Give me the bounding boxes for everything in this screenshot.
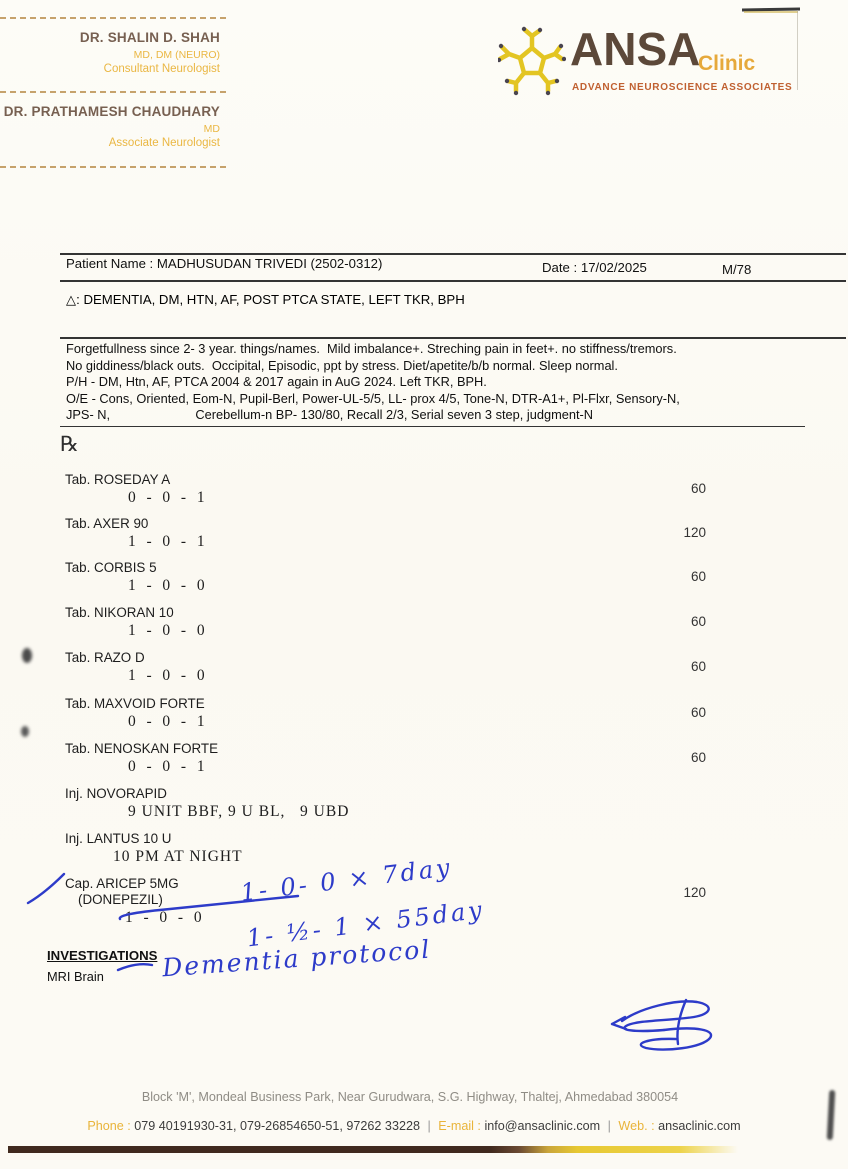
prescription-row [0,741,848,781]
prescription-row [0,696,848,736]
dashed-separator [0,91,226,93]
rx-symbol: ℞ [60,432,79,456]
prescription-row [0,786,848,826]
email-label: E-mail : [438,1119,481,1133]
medication-quantity: 120 [683,885,706,900]
medication-dose: 10 PM AT NIGHT [113,848,243,865]
doctor-degree: MD [203,122,220,135]
medication-dose: 1 - 0 - 1 [128,533,206,550]
note-line: O/E - Cons, Oriented, Eom-N, Pupil-Berl, Power-UL-5/5, LL- prox 4/5, Tone-N, DTR-A1+, Pl-Flxr, Sensory-N, [66,390,680,406]
doctor-title: Associate Neurologist [108,137,220,149]
patient-name-row [66,256,382,271]
investigations-heading: INVESTIGATIONS [47,948,158,963]
prescription-row [0,560,848,600]
prescription-row [0,605,848,645]
scan-artifact-top-yellow [744,11,798,13]
medication-dose: 1 - 0 - 0 [128,667,206,684]
medication-dose: 1 - 0 - 0 [128,577,206,594]
diagnosis-line: △: DEMENTIA, DM, HTN, AF, POST PTCA STATE, LEFT TKR, BPH [66,292,465,307]
medication-quantity: 60 [690,614,706,629]
patient-name-value: MADHUSUDAN TRIVEDI (2502-0312) [156,256,383,271]
medication-name: Tab. AXER 90 [65,516,149,531]
medication-quantity: 60 [690,750,706,765]
pen-dash [118,964,152,970]
note-line: No giddiness/black outs. Occipital, Episodic, ppt by stress. Diet/apetite/b/b normal. Sleep normal. [66,357,618,373]
logo-tagline: ADVANCE NEUROSCIENCE ASSOCIATES [572,82,793,93]
web-value: ansaclinic.com [658,1119,741,1133]
visit-date [542,260,647,275]
separator: | [607,1119,611,1133]
medication-name: Inj. LANTUS 10 U [65,831,172,846]
neuron-icon [498,26,566,98]
date-value: 17/02/2025 [580,260,647,275]
medication-dose: 0 - 0 - 1 [128,758,206,775]
handwritten-dose-note-1: 1- 0- 0 × 7day [239,853,455,907]
signature-scribble [612,1000,711,1050]
note-line: Forgetfullness since 2- 3 year. things/names. Mild imbalance+. Streching pain in feet+. no stiffness/tremors. [66,341,677,356]
divider-line [60,337,846,339]
medication-name: Tab. MAXVOID FORTE [65,696,205,711]
note-line: JPS- N, Cerebellum-n BP- 130/80, Recall 2/3, Serial seven 3 step, judgment-N [66,407,594,423]
doctor-name: DR. PRATHAMESH CHAUDHARY [3,104,220,119]
medication-quantity: 60 [690,481,706,496]
medication-dose: 0 - 0 - 1 [128,713,206,730]
phone-numbers: 079 40191930-31, 079-26854650-51, 97262 33228 [134,1119,420,1133]
logo-text: ANSA [570,23,701,75]
medication-name: Tab. RAZO D [65,650,145,665]
medication-name: Tab. CORBIS 5 [65,560,157,575]
medication-dose: 0 - 0 - 1 [128,489,206,506]
logo-suffix: Clinic [698,52,756,75]
email-value: info@ansaclinic.com [484,1119,601,1133]
handwritten-dose-note-2: 1- ½- 1 × 55day [245,895,487,953]
note-line: P/H - DM, Htn, AF, PTCA 2004 & 2017 again in AuG 2024. Left TKR, BPH. [66,374,487,390]
patient-sex-age: M/78 [722,262,752,277]
handwritten-mri-note: Dementia protocol [161,934,433,983]
medication-dose-struck: 1 - 0 - 0 [125,909,203,926]
medication-dose: 1 - 0 - 0 [128,622,206,639]
doctor-degree: MD, DM (NEURO) [133,48,220,61]
phone-label: Phone : [87,1119,131,1133]
clinic-address: Block 'M', Mondeal Business Park, Near Gurudwara, S.G. Highway, Thaltej, Ahmedabad 380054 [141,1090,679,1104]
medication-name-secondary: (DONEPEZIL) [78,892,163,907]
patient-name-label: Patient Name : [66,256,154,271]
doctor-block [0,104,220,150]
medication-quantity: 60 [690,659,706,674]
divider-line [60,426,805,427]
divider-line [60,280,846,282]
prescription-row [0,472,848,512]
dashed-separator [0,166,226,168]
medication-name: Cap. ARICEP 5MG [65,876,179,891]
medication-name: Inj. NOVORAPID [65,786,167,801]
medication-quantity: 60 [690,705,706,720]
web-label: Web. : [618,1119,655,1133]
footer-color-bar [8,1146,738,1153]
medication-name: Tab. NIKORAN 10 [65,605,174,620]
dashed-separator [0,17,226,19]
scan-artifact-top-line [742,7,800,11]
prescription-row [0,516,848,556]
medication-quantity: 120 [683,525,706,540]
clinical-notes [66,341,680,424]
separator: | [427,1119,431,1133]
doctor-block [0,30,220,76]
date-label: Date : [542,260,578,275]
clinic-logo [498,23,828,106]
medication-dose: 9 UNIT BBF, 9 U BL, 9 UBD [128,803,350,820]
medication-name: Tab. ROSEDAY A [65,472,171,487]
divider-line [60,253,846,255]
medication-quantity: 60 [690,569,706,584]
clinic-contact-line [0,1119,828,1133]
doctor-title: Consultant Neurologist [103,63,220,75]
investigation-item: MRI Brain [47,969,104,984]
medication-name: Tab. NENOSKAN FORTE [65,741,219,756]
prescription-row [0,650,848,690]
doctor-name: DR. SHALIN D. SHAH [79,30,220,45]
